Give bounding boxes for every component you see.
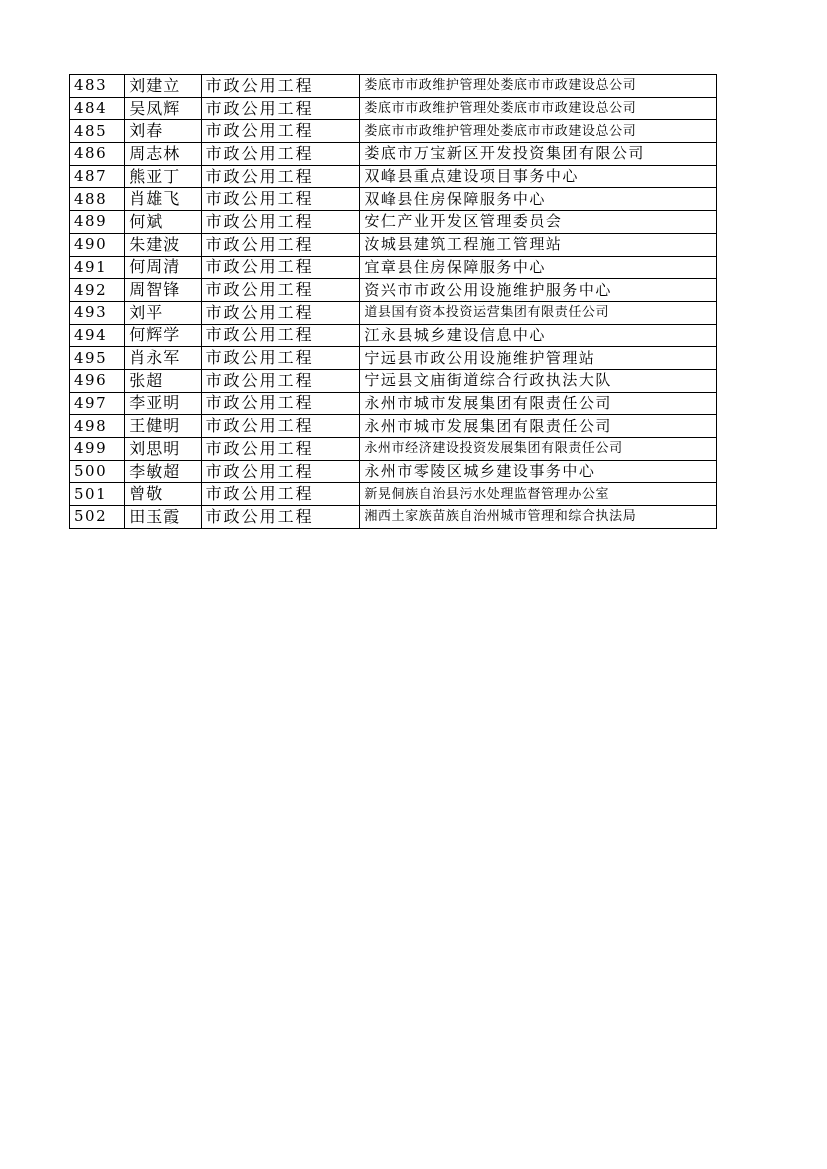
specialty-cell: 市政公用工程 bbox=[201, 256, 360, 279]
row-number-cell: 500 bbox=[70, 460, 125, 483]
work-unit-cell: 江永县城乡建设信息中心 bbox=[360, 324, 717, 347]
specialty-cell: 市政公用工程 bbox=[201, 347, 360, 370]
work-unit-cell: 娄底市市政维护管理处娄底市市政建设总公司 bbox=[360, 75, 717, 98]
specialty-cell: 市政公用工程 bbox=[201, 120, 360, 143]
table-row bbox=[70, 233, 717, 256]
person-name-cell: 李亚明 bbox=[125, 392, 201, 415]
row-number-cell: 495 bbox=[70, 347, 125, 370]
person-name-cell: 曾敬 bbox=[125, 483, 201, 506]
table-row bbox=[70, 211, 717, 234]
table-row bbox=[70, 347, 717, 370]
work-unit-cell: 双峰县重点建设项目事务中心 bbox=[360, 165, 717, 188]
specialty-cell: 市政公用工程 bbox=[201, 415, 360, 438]
row-number-cell: 487 bbox=[70, 165, 125, 188]
person-name-cell: 刘平 bbox=[125, 301, 201, 324]
specialty-cell: 市政公用工程 bbox=[201, 279, 360, 302]
specialty-cell: 市政公用工程 bbox=[201, 369, 360, 392]
personnel-table bbox=[69, 74, 717, 529]
table-row bbox=[70, 143, 717, 166]
specialty-cell: 市政公用工程 bbox=[201, 483, 360, 506]
row-number-cell: 496 bbox=[70, 369, 125, 392]
work-unit-cell: 永州市城市发展集团有限责任公司 bbox=[360, 415, 717, 438]
work-unit-cell: 汝城县建筑工程施工管理站 bbox=[360, 233, 717, 256]
specialty-cell: 市政公用工程 bbox=[201, 233, 360, 256]
person-name-cell: 刘建立 bbox=[125, 75, 201, 98]
table-row bbox=[70, 460, 717, 483]
table-row bbox=[70, 188, 717, 211]
table-row bbox=[70, 438, 717, 461]
work-unit-cell: 娄底市万宝新区开发投资集团有限公司 bbox=[360, 143, 717, 166]
person-name-cell: 何辉学 bbox=[125, 324, 201, 347]
row-number-cell: 492 bbox=[70, 279, 125, 302]
person-name-cell: 熊亚丁 bbox=[125, 165, 201, 188]
person-name-cell: 周智锋 bbox=[125, 279, 201, 302]
row-number-cell: 488 bbox=[70, 188, 125, 211]
specialty-cell: 市政公用工程 bbox=[201, 188, 360, 211]
table-row bbox=[70, 75, 717, 98]
row-number-cell: 493 bbox=[70, 301, 125, 324]
person-name-cell: 肖雄飞 bbox=[125, 188, 201, 211]
row-number-cell: 497 bbox=[70, 392, 125, 415]
work-unit-cell: 宜章县住房保障服务中心 bbox=[360, 256, 717, 279]
specialty-cell: 市政公用工程 bbox=[201, 143, 360, 166]
row-number-cell: 484 bbox=[70, 97, 125, 120]
table-row bbox=[70, 483, 717, 506]
work-unit-cell: 道县国有资本投资运营集团有限责任公司 bbox=[360, 301, 717, 324]
work-unit-cell: 新晃侗族自治县污水处理监督管理办公室 bbox=[360, 483, 717, 506]
person-name-cell: 朱建波 bbox=[125, 233, 201, 256]
work-unit-cell: 湘西土家族苗族自治州城市管理和综合执法局 bbox=[360, 506, 717, 529]
table-row bbox=[70, 165, 717, 188]
table-row bbox=[70, 120, 717, 143]
row-number-cell: 486 bbox=[70, 143, 125, 166]
specialty-cell: 市政公用工程 bbox=[201, 438, 360, 461]
specialty-cell: 市政公用工程 bbox=[201, 392, 360, 415]
specialty-cell: 市政公用工程 bbox=[201, 460, 360, 483]
work-unit-cell: 永州市经济建设投资发展集团有限责任公司 bbox=[360, 438, 717, 461]
work-unit-cell: 娄底市市政维护管理处娄底市市政建设总公司 bbox=[360, 120, 717, 143]
row-number-cell: 490 bbox=[70, 233, 125, 256]
table-row bbox=[70, 256, 717, 279]
person-name-cell: 肖永军 bbox=[125, 347, 201, 370]
work-unit-cell: 资兴市市政公用设施维护服务中心 bbox=[360, 279, 717, 302]
person-name-cell: 刘春 bbox=[125, 120, 201, 143]
table-row bbox=[70, 97, 717, 120]
row-number-cell: 483 bbox=[70, 75, 125, 98]
table-row bbox=[70, 415, 717, 438]
work-unit-cell: 宁远县文庙街道综合行政执法大队 bbox=[360, 369, 717, 392]
row-number-cell: 489 bbox=[70, 211, 125, 234]
row-number-cell: 502 bbox=[70, 506, 125, 529]
row-number-cell: 501 bbox=[70, 483, 125, 506]
row-number-cell: 485 bbox=[70, 120, 125, 143]
work-unit-cell: 娄底市市政维护管理处娄底市市政建设总公司 bbox=[360, 97, 717, 120]
person-name-cell: 吴凤辉 bbox=[125, 97, 201, 120]
specialty-cell: 市政公用工程 bbox=[201, 165, 360, 188]
person-name-cell: 何斌 bbox=[125, 211, 201, 234]
table-row bbox=[70, 301, 717, 324]
person-name-cell: 田玉霞 bbox=[125, 506, 201, 529]
table-row bbox=[70, 324, 717, 347]
row-number-cell: 491 bbox=[70, 256, 125, 279]
work-unit-cell: 安仁产业开发区管理委员会 bbox=[360, 211, 717, 234]
row-number-cell: 498 bbox=[70, 415, 125, 438]
person-name-cell: 刘思明 bbox=[125, 438, 201, 461]
table-row bbox=[70, 506, 717, 529]
table-row bbox=[70, 392, 717, 415]
person-name-cell: 王健明 bbox=[125, 415, 201, 438]
table-body bbox=[70, 75, 717, 529]
specialty-cell: 市政公用工程 bbox=[201, 211, 360, 234]
work-unit-cell: 永州市零陵区城乡建设事务中心 bbox=[360, 460, 717, 483]
specialty-cell: 市政公用工程 bbox=[201, 324, 360, 347]
specialty-cell: 市政公用工程 bbox=[201, 75, 360, 98]
person-name-cell: 何周清 bbox=[125, 256, 201, 279]
work-unit-cell: 宁远县市政公用设施维护管理站 bbox=[360, 347, 717, 370]
row-number-cell: 499 bbox=[70, 438, 125, 461]
work-unit-cell: 双峰县住房保障服务中心 bbox=[360, 188, 717, 211]
specialty-cell: 市政公用工程 bbox=[201, 506, 360, 529]
person-name-cell: 李敏超 bbox=[125, 460, 201, 483]
row-number-cell: 494 bbox=[70, 324, 125, 347]
specialty-cell: 市政公用工程 bbox=[201, 97, 360, 120]
specialty-cell: 市政公用工程 bbox=[201, 301, 360, 324]
person-name-cell: 周志林 bbox=[125, 143, 201, 166]
work-unit-cell: 永州市城市发展集团有限责任公司 bbox=[360, 392, 717, 415]
person-name-cell: 张超 bbox=[125, 369, 201, 392]
table-row bbox=[70, 369, 717, 392]
table-row bbox=[70, 279, 717, 302]
